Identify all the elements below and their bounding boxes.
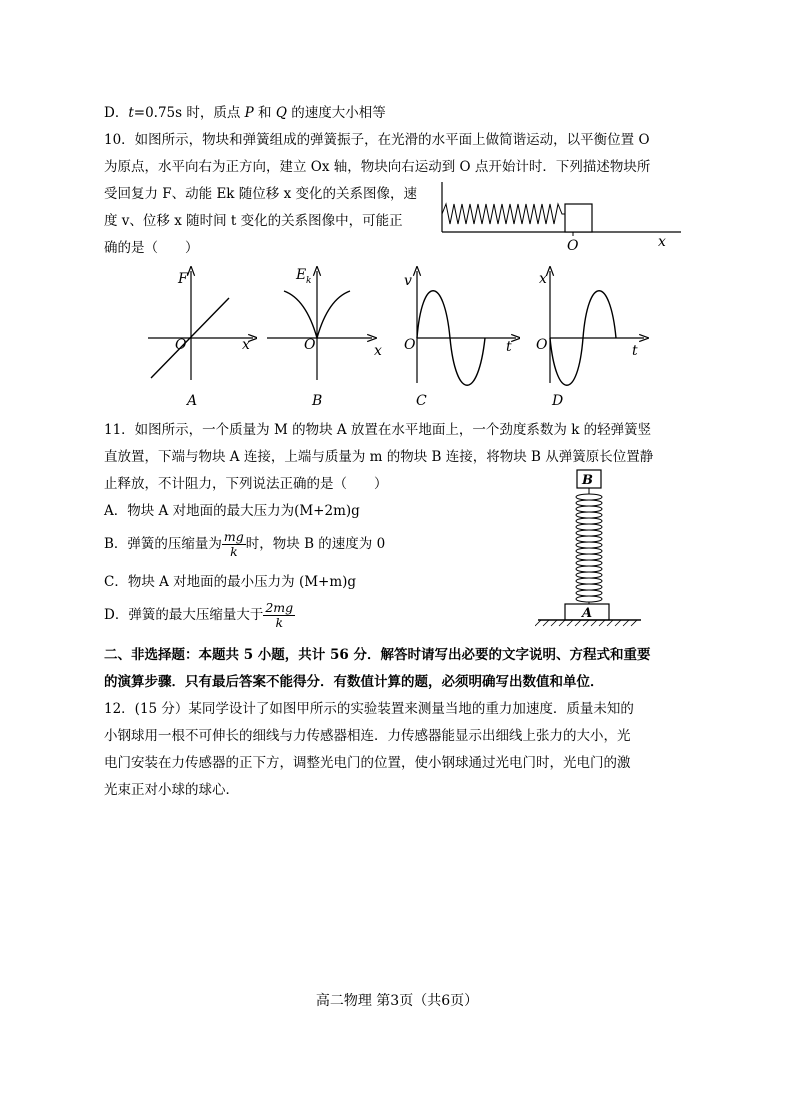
y-axis-label: x [539, 271, 547, 287]
option-label-a: A [187, 393, 198, 409]
q11-stem-line3: 止释放，不计阻力，下列说法正确的是（ ） [104, 476, 388, 492]
q11-spring-figure [535, 468, 645, 628]
origin-label: O [404, 337, 416, 353]
denominator: k [230, 544, 238, 559]
numerator: mg [223, 529, 244, 544]
option-label-d: D [552, 393, 564, 409]
q11-stem-line2: 直放置，下端与物块 A 连接，上端与质量为 m 的物块 B 连接，将物块 B 从弹簧原长位置静 [104, 449, 654, 465]
q12-stem-line3: 电门安装在力传感器的正下方，调整光电门的位置，使小钢球通过光电门时，光电门的激 [104, 755, 631, 771]
var-t: t [128, 105, 134, 121]
q10-spring-figure [436, 180, 686, 255]
option-label: D． [104, 105, 129, 121]
text: 和 [253, 105, 276, 121]
q11-option-c: C．物块 A 对地面的最小压力为 (M+m)g [104, 574, 357, 590]
coil-spring [576, 488, 602, 604]
x-axis-label: t [506, 339, 512, 355]
q11-option-b [104, 530, 385, 559]
x-axis-label: x [658, 234, 666, 250]
y-axis-label: E [296, 267, 307, 283]
var-p: P [244, 105, 254, 121]
denominator: k [275, 615, 284, 630]
block-a-label: A [582, 606, 593, 621]
text: =0.75s 时，质点 [133, 105, 245, 121]
q10-graph-c [395, 265, 520, 410]
x-axis-label: x [374, 343, 382, 359]
block [565, 204, 592, 232]
q10-graph-a [145, 265, 257, 410]
fraction-mg-over-k [222, 530, 246, 559]
q10-stem-line2: 为原点，水平向右为正方向，建立 Ox 轴，物块向右运动到 O 点开始计时．下列描述物块所 [104, 159, 651, 175]
q10-stem-line4: 度 v、位移 x 随时间 t 变化的关系图像中，可能正 [104, 213, 403, 229]
page-footer: 高二物理 第3页（共6页） [315, 993, 479, 1009]
option-label-c: C [416, 393, 427, 409]
q10-graph-b [262, 265, 387, 410]
q9-option-d [104, 103, 386, 123]
q10-graph-d [528, 265, 653, 410]
q12-stem-line2: 小钢球用一根不可伸长的细线与力传感器相连．力传感器能显示出细线上张力的大小，光 [104, 728, 631, 744]
option-text: B．弹簧的压缩量为 [104, 536, 222, 552]
q10-stem-line3: 受回复力 F、动能 Ek 随位移 x 变化的关系图像，速 [104, 186, 417, 202]
q11-option-a: A．物块 A 对地面的最大压力为(M+2m)g [104, 503, 360, 519]
block-b-label: B [582, 473, 593, 488]
q11-option-d [104, 601, 295, 630]
y-axis-label: F [178, 271, 188, 287]
origin-label: O [304, 337, 316, 353]
var-q: Q [275, 105, 287, 121]
q12-stem-line1: 12．(15 分）某同学设计了如图甲所示的实验装置来测量当地的重力加速度．质量未知的 [104, 701, 634, 717]
text: 的速度大小相等 [286, 105, 386, 121]
origin-label: O [567, 238, 579, 254]
option-text: D．弹簧的最大压缩量大于 [104, 607, 264, 623]
q12-stem-line4: 光束正对小球的球心． [104, 782, 239, 798]
spring-zigzag [442, 204, 565, 224]
numerator: 2mg [265, 600, 294, 615]
section2-heading-line1: 二、非选择题：本题共 5 小题，共计 56 分．解答时请写出必要的文字说明、方程式和重要 [104, 647, 651, 663]
origin-label: O [536, 337, 548, 353]
section2-heading-line2: 的演算步骤．只有最后答案不能得分．有数值计算的题，必须明确写出数值和单位． [104, 674, 604, 690]
x-axis-label: t [632, 343, 638, 359]
q11-stem-line1: 11．如图所示，一个质量为 M 的物块 A 放置在水平地面上，一个劲度系数为 k 的轻弹簧竖 [104, 422, 652, 438]
y-axis-label: v [404, 273, 412, 289]
y-axis-subscript: k [306, 276, 312, 286]
option-text: 时，物块 B 的速度为 0 [245, 536, 386, 552]
x-axis-label: x [242, 337, 250, 353]
q10-stem-line5: 确的是（ ） [104, 240, 199, 256]
q10-stem-line1: 10．如图所示，物块和弹簧组成的弹簧振子，在光滑的水平面上做简谐运动，以平衡位置 O [104, 132, 650, 148]
fraction-2mg-over-k [263, 601, 295, 630]
option-label-b: B [312, 393, 323, 409]
origin-label: O [175, 337, 187, 353]
